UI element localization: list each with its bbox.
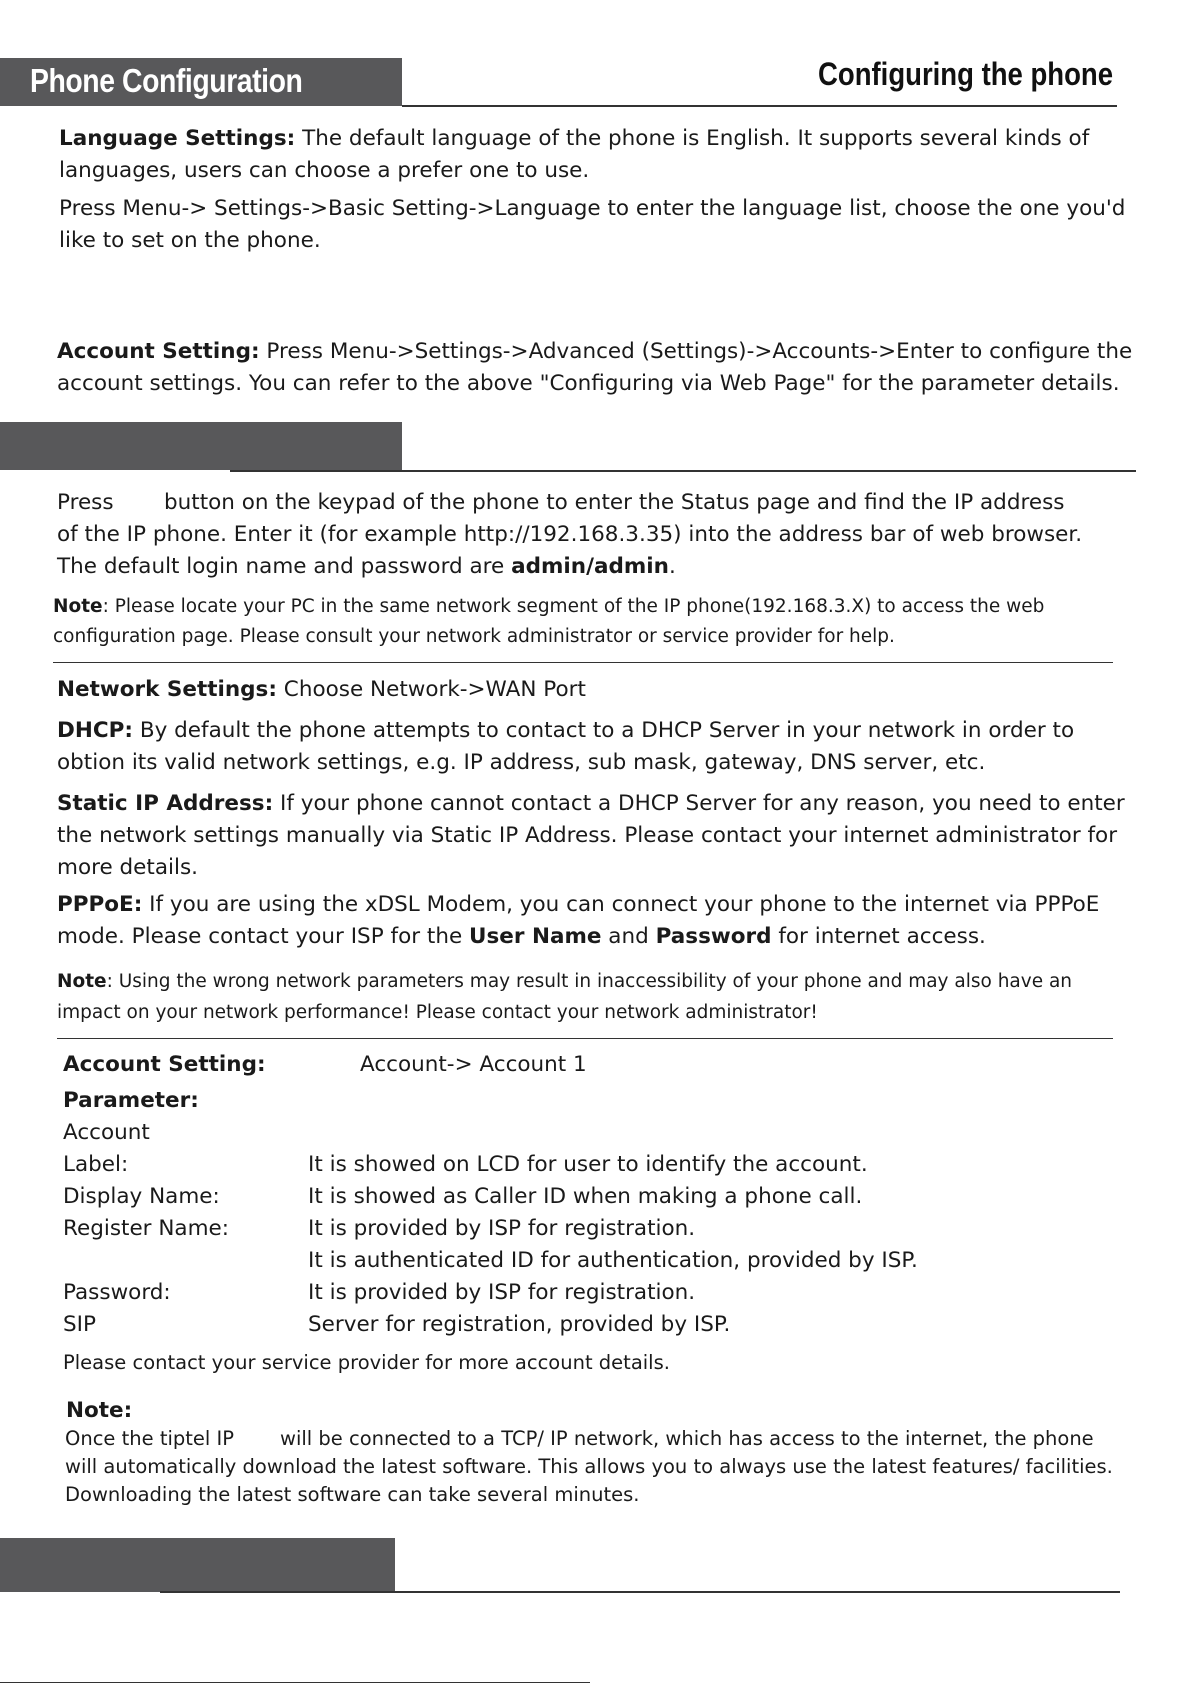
param-desc: It is provided by ISP for registration. bbox=[308, 1280, 696, 1305]
final-note-line2: will automatically download the latest software. This allows you to always use the latest features/ facilities. bbox=[65, 1455, 1113, 1478]
network-label: Network Settings: bbox=[57, 677, 277, 702]
default-credentials: admin/admin bbox=[511, 554, 669, 579]
param-name: Label: bbox=[63, 1152, 129, 1177]
final-note-heading bbox=[66, 1395, 132, 1427]
account-web-label: Account Setting: bbox=[63, 1052, 266, 1077]
user-name-term: User Name bbox=[469, 924, 602, 949]
pppoe-line2 bbox=[57, 921, 986, 953]
network-note-line1 bbox=[57, 967, 1072, 997]
dhcp-line2: obtion its valid network settings, e.g. IP address, sub mask, gateway, DNS server, etc. bbox=[57, 750, 986, 775]
section-rule-3 bbox=[160, 1591, 1120, 1593]
param-name: SIP bbox=[63, 1312, 96, 1337]
param-name: Register Name: bbox=[63, 1216, 230, 1241]
final-note-line3: Downloading the latest software can take several minutes. bbox=[65, 1483, 640, 1506]
static-label: Static IP Address: bbox=[57, 791, 274, 816]
web-line3-text: The default login name and password are bbox=[57, 554, 512, 579]
dhcp-text: By default the phone attempts to contact to a DHCP Server in your network in order to bbox=[132, 718, 1075, 743]
web-note-label: Note bbox=[53, 596, 103, 617]
language-text: The default language of the phone is English. It supports several kinds of bbox=[295, 126, 1090, 151]
account-web-header bbox=[0, 1049, 1191, 1081]
language-label: Language Settings: bbox=[59, 126, 296, 151]
parameter-label: Parameter: bbox=[63, 1088, 199, 1113]
network-note-text: : Using the wrong network parameters may result in inaccessibility of your phone and may also have an bbox=[106, 971, 1073, 992]
header-rule bbox=[402, 105, 1117, 107]
param-desc: It is showed as Caller ID when making a phone call. bbox=[308, 1184, 863, 1209]
account-phone-text: Press Menu->Settings->Advanced (Settings)->Accounts->Enter to configure the bbox=[259, 339, 1133, 364]
static-line2: the network settings manually via Static IP Address. Please contact your internet administrator for bbox=[57, 823, 1118, 848]
static-line3: more details. bbox=[57, 855, 198, 880]
section-header-bar-3 bbox=[0, 1538, 395, 1592]
section-rule-2 bbox=[230, 470, 1136, 472]
param-desc: Server for registration, provided by ISP. bbox=[308, 1312, 731, 1337]
network-line bbox=[57, 674, 586, 706]
web-line2: of the IP phone. Enter it (for example http://192.168.3.35) into the address bar of web browser. bbox=[57, 522, 1083, 547]
language-instruction-line1: Press Menu-> Settings->Basic Setting->Language to enter the language list, choose the one you'd bbox=[59, 196, 1126, 221]
web-line3-end: . bbox=[668, 554, 676, 579]
network-note-label: Note bbox=[57, 971, 107, 992]
final-note-line1-rest: will be connected to a TCP/ IP network, which has access to the internet, the phone bbox=[280, 1427, 1094, 1450]
language-paragraph-line1 bbox=[59, 123, 1089, 155]
account-word: Account bbox=[63, 1120, 150, 1145]
table-row bbox=[0, 1181, 1191, 1213]
section-title: Phone Configuration bbox=[30, 62, 303, 99]
language-paragraph-line2: languages, users can choose a prefer one to use. bbox=[59, 158, 590, 183]
bottom-rule bbox=[0, 1682, 590, 1683]
table-row bbox=[0, 1149, 1191, 1181]
web-divider bbox=[53, 662, 1113, 663]
dhcp-label: DHCP: bbox=[57, 718, 133, 743]
pppoe-text-2: mode. Please contact your ISP for the bbox=[57, 924, 470, 949]
static-text: If your phone cannot contact a DHCP Server for any reason, you need to enter bbox=[273, 791, 1125, 816]
pppoe-text: If you are using the xDSL Modem, you can connect your phone to the internet via PPPoE bbox=[142, 892, 1100, 917]
pppoe-label: PPPoE: bbox=[57, 892, 143, 917]
parameter-heading bbox=[63, 1085, 199, 1117]
param-desc: It is provided by ISP for registration. bbox=[308, 1216, 696, 1241]
account-phone-label: Account Setting: bbox=[57, 339, 260, 364]
account-phone-line1 bbox=[57, 336, 1132, 368]
web-note-line1 bbox=[53, 592, 1044, 622]
account-phone-line2: account settings. You can refer to the above "Configuring via Web Page" for the parameter details. bbox=[57, 371, 1120, 396]
param-name: Display Name: bbox=[63, 1184, 220, 1209]
section-header-bar-2 bbox=[0, 422, 402, 470]
web-line1-start: Press bbox=[57, 490, 114, 515]
web-line1-rest: button on the keypad of the phone to enter the Status page and find the IP address bbox=[164, 490, 1065, 515]
table-row bbox=[0, 1309, 1191, 1341]
web-note-text: : Please locate your PC in the same network segment of the IP phone(192.168.3.X) to access the web bbox=[102, 596, 1045, 617]
param-desc: It is authenticated ID for authentication, provided by ISP. bbox=[308, 1248, 918, 1273]
table-row bbox=[0, 1277, 1191, 1309]
pppoe-line1 bbox=[57, 889, 1099, 921]
final-note-label: Note: bbox=[66, 1398, 133, 1423]
param-name: Password: bbox=[63, 1280, 171, 1305]
pppoe-text-3: for internet access. bbox=[771, 924, 986, 949]
network-note-line2: impact on your network performance! Please contact your network administrator! bbox=[57, 1002, 818, 1023]
language-instruction-line2: like to set on the phone. bbox=[59, 228, 321, 253]
account-web-path: Account-> Account 1 bbox=[360, 1052, 587, 1077]
account-contact: Please contact your service provider for more account details. bbox=[63, 1351, 670, 1374]
web-note-line2: configuration page. Please consult your network administrator or service provider for help. bbox=[53, 626, 895, 647]
table-row bbox=[0, 1213, 1191, 1245]
pppoe-and: and bbox=[601, 924, 656, 949]
page-title: Configuring the phone bbox=[817, 56, 1113, 92]
table-row bbox=[0, 1245, 1191, 1277]
param-desc: It is showed on LCD for user to identify the account. bbox=[308, 1152, 868, 1177]
network-divider bbox=[57, 1038, 1113, 1039]
password-term: Password bbox=[655, 924, 772, 949]
dhcp-line1 bbox=[57, 715, 1074, 747]
web-line3 bbox=[57, 551, 676, 583]
network-text: Choose Network->WAN Port bbox=[276, 677, 586, 702]
static-line1 bbox=[57, 788, 1125, 820]
final-note-line1-start: Once the tiptel IP bbox=[65, 1427, 235, 1450]
